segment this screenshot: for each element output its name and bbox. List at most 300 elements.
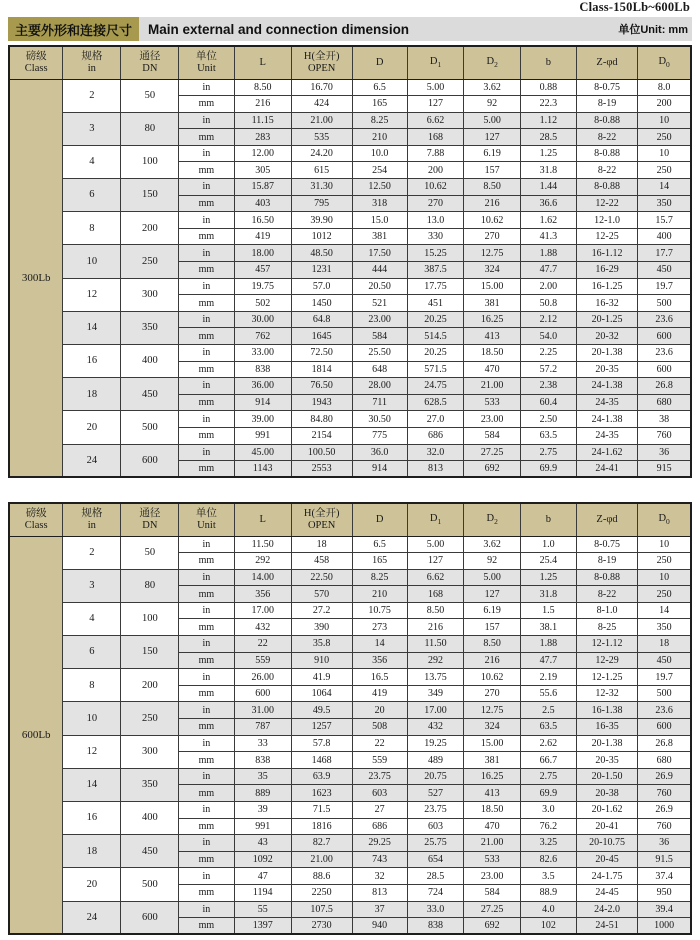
value-cell: 24-1.75 <box>576 868 637 885</box>
column-header: D <box>352 503 407 536</box>
unit-cell: in <box>179 311 234 328</box>
table-row <box>9 345 691 362</box>
value-cell: 910 <box>291 652 352 669</box>
value-cell: 26.8 <box>638 378 691 395</box>
value-cell: 8.25 <box>352 569 407 586</box>
unit-cell: mm <box>179 427 234 444</box>
value-cell: 63.5 <box>520 427 576 444</box>
value-cell: 60.4 <box>520 394 576 411</box>
value-cell: 31.8 <box>520 586 576 603</box>
value-cell: 273 <box>352 619 407 636</box>
value-cell: 2.75 <box>520 444 576 461</box>
value-cell: 603 <box>407 818 464 835</box>
value-cell: 19.25 <box>407 735 464 752</box>
value-cell: 91.5 <box>638 851 691 868</box>
value-cell: 1194 <box>234 884 291 901</box>
value-cell: 16.50 <box>234 212 291 229</box>
value-cell: 1.12 <box>520 112 576 129</box>
value-cell: 27.25 <box>464 444 521 461</box>
size-cell: 18 <box>63 378 121 411</box>
value-cell: 15.00 <box>464 735 521 752</box>
value-cell: 1.5 <box>520 602 576 619</box>
size-cell: 2 <box>63 79 121 112</box>
value-cell: 11.50 <box>407 636 464 653</box>
value-cell: 914 <box>234 394 291 411</box>
table-row <box>9 669 691 686</box>
unit-cell: in <box>179 802 234 819</box>
value-cell: 23.6 <box>638 702 691 719</box>
unit-cell: in <box>179 835 234 852</box>
value-cell: 11.50 <box>234 536 291 553</box>
value-cell: 13.75 <box>407 669 464 686</box>
value-cell: 5.00 <box>407 79 464 96</box>
value-cell: 165 <box>352 553 407 570</box>
value-cell: 12-25 <box>576 228 637 245</box>
value-cell: 270 <box>464 685 521 702</box>
value-cell: 889 <box>234 785 291 802</box>
value-cell: 1.0 <box>520 536 576 553</box>
dn-cell: 200 <box>121 212 179 245</box>
size-cell: 8 <box>63 669 121 702</box>
value-cell: 12-1.12 <box>576 636 637 653</box>
header-row <box>9 503 691 536</box>
unit-cell: in <box>179 79 234 96</box>
value-cell: 216 <box>464 195 521 212</box>
value-cell: 270 <box>407 195 464 212</box>
value-cell: 33.0 <box>407 901 464 918</box>
value-cell: 6.62 <box>407 569 464 586</box>
value-cell: 838 <box>234 752 291 769</box>
value-cell: 107.5 <box>291 901 352 918</box>
table-row <box>9 79 691 96</box>
value-cell: 76.50 <box>291 378 352 395</box>
value-cell: 6.62 <box>407 112 464 129</box>
value-cell: 283 <box>234 129 291 146</box>
value-cell: 27.2 <box>291 602 352 619</box>
column-header: $D_0$ <box>638 503 691 536</box>
value-cell: 18.50 <box>464 345 521 362</box>
value-cell: 168 <box>407 586 464 603</box>
value-cell: 813 <box>407 461 464 478</box>
value-cell: 584 <box>352 328 407 345</box>
value-cell: 24-2.0 <box>576 901 637 918</box>
value-cell: 654 <box>407 851 464 868</box>
value-cell: 2.19 <box>520 669 576 686</box>
value-cell: 390 <box>291 619 352 636</box>
value-cell: 29.25 <box>352 835 407 852</box>
table-row <box>9 411 691 428</box>
column-header: 单位 Unit <box>179 503 234 536</box>
column-header: L <box>234 503 291 536</box>
value-cell: 92 <box>464 96 521 113</box>
unit-cell: in <box>179 345 234 362</box>
dimension-table <box>8 502 692 935</box>
value-cell: 2.5 <box>520 702 576 719</box>
value-cell: 2.75 <box>520 768 576 785</box>
value-cell: 200 <box>407 162 464 179</box>
table-row <box>9 802 691 819</box>
value-cell: 33.00 <box>234 345 291 362</box>
value-cell: 559 <box>352 752 407 769</box>
value-cell: 28.5 <box>520 129 576 146</box>
value-cell: 28.00 <box>352 378 407 395</box>
value-cell: 16.25 <box>464 768 521 785</box>
value-cell: 8.50 <box>407 602 464 619</box>
unit-cell: mm <box>179 818 234 835</box>
value-cell: 5.00 <box>464 112 521 129</box>
value-cell: 10.62 <box>464 212 521 229</box>
value-cell: 24-41 <box>576 461 637 478</box>
value-cell: 1257 <box>291 719 352 736</box>
value-cell: 88.6 <box>291 868 352 885</box>
value-cell: 8-19 <box>576 553 637 570</box>
value-cell: 55.6 <box>520 685 576 702</box>
value-cell: 500 <box>638 295 691 312</box>
unit-cell: mm <box>179 752 234 769</box>
value-cell: 8-22 <box>576 129 637 146</box>
table-row <box>9 112 691 129</box>
dn-cell: 500 <box>121 411 179 444</box>
column-header: b <box>520 46 576 79</box>
value-cell: 11.15 <box>234 112 291 129</box>
value-cell: 30.00 <box>234 311 291 328</box>
unit-cell: in <box>179 536 234 553</box>
value-cell: 451 <box>407 295 464 312</box>
class-range-label: Class-150Lb~600Lb <box>579 0 690 14</box>
value-cell: 1012 <box>291 228 352 245</box>
unit-cell: in <box>179 569 234 586</box>
value-cell: 15.87 <box>234 179 291 196</box>
value-cell: 30.50 <box>352 411 407 428</box>
table-row <box>9 245 691 262</box>
value-cell: 292 <box>407 652 464 669</box>
value-cell: 35.8 <box>291 636 352 653</box>
value-cell: 16-1.38 <box>576 702 637 719</box>
value-cell: 12.00 <box>234 145 291 162</box>
value-cell: 24-45 <box>576 884 637 901</box>
value-cell: 39 <box>234 802 291 819</box>
value-cell: 8-25 <box>576 619 637 636</box>
unit-cell: mm <box>179 619 234 636</box>
value-cell: 2154 <box>291 427 352 444</box>
value-cell: 20-41 <box>576 818 637 835</box>
value-cell: 12.50 <box>352 179 407 196</box>
unit-cell: mm <box>179 262 234 279</box>
value-cell: 28.5 <box>407 868 464 885</box>
value-cell: 12-29 <box>576 652 637 669</box>
value-cell: 21.00 <box>291 112 352 129</box>
dn-cell: 350 <box>121 311 179 344</box>
value-cell: 600 <box>234 685 291 702</box>
column-header: H(全开) OPEN <box>291 46 352 79</box>
value-cell: 21.00 <box>291 851 352 868</box>
value-cell: 2730 <box>291 918 352 935</box>
column-header: $D_2$ <box>464 503 521 536</box>
value-cell: 419 <box>234 228 291 245</box>
value-cell: 8-0.88 <box>576 569 637 586</box>
value-cell: 16-29 <box>576 262 637 279</box>
value-cell: 7.88 <box>407 145 464 162</box>
value-cell: 991 <box>234 427 291 444</box>
table-row <box>9 145 691 162</box>
size-cell: 18 <box>63 835 121 868</box>
value-cell: 1.25 <box>520 145 576 162</box>
value-cell: 23.75 <box>352 768 407 785</box>
value-cell: 305 <box>234 162 291 179</box>
column-header: 磅级 Class <box>9 503 63 536</box>
dn-cell: 150 <box>121 179 179 212</box>
value-cell: 23.00 <box>464 411 521 428</box>
size-cell: 12 <box>63 735 121 768</box>
value-cell: 571.5 <box>407 361 464 378</box>
value-cell: 19.7 <box>638 278 691 295</box>
value-cell: 692 <box>464 918 521 935</box>
value-cell: 38.1 <box>520 619 576 636</box>
table-row <box>9 569 691 586</box>
value-cell: 36.00 <box>234 378 291 395</box>
value-cell: 2.62 <box>520 735 576 752</box>
size-cell: 16 <box>63 802 121 835</box>
header-row <box>9 46 691 79</box>
value-cell: 82.7 <box>291 835 352 852</box>
value-cell: 24-1.62 <box>576 444 637 461</box>
value-cell: 1143 <box>234 461 291 478</box>
value-cell: 20 <box>352 702 407 719</box>
value-cell: 250 <box>638 586 691 603</box>
value-cell: 25.50 <box>352 345 407 362</box>
value-cell: 432 <box>407 719 464 736</box>
value-cell: 292 <box>234 553 291 570</box>
value-cell: 20-1.38 <box>576 345 637 362</box>
value-cell: 92 <box>464 553 521 570</box>
value-cell: 17.50 <box>352 245 407 262</box>
value-cell: 39.4 <box>638 901 691 918</box>
unit-cell: mm <box>179 586 234 603</box>
title-bar <box>8 17 692 41</box>
unit-cell: in <box>179 278 234 295</box>
value-cell: 2.38 <box>520 378 576 395</box>
value-cell: 21.00 <box>464 378 521 395</box>
unit-cell: in <box>179 378 234 395</box>
dimension-table-600lb <box>8 502 692 935</box>
value-cell: 45.00 <box>234 444 291 461</box>
value-cell: 37.4 <box>638 868 691 885</box>
value-cell: 55 <box>234 901 291 918</box>
size-cell: 4 <box>63 145 121 178</box>
value-cell: 24-35 <box>576 427 637 444</box>
value-cell: 14 <box>638 602 691 619</box>
value-cell: 38 <box>638 411 691 428</box>
value-cell: 63.5 <box>520 719 576 736</box>
value-cell: 39.00 <box>234 411 291 428</box>
value-cell: 2.50 <box>520 411 576 428</box>
value-cell: 20-38 <box>576 785 637 802</box>
value-cell: 600 <box>638 719 691 736</box>
value-cell: 413 <box>464 328 521 345</box>
page-title: Main external and connection dimension <box>148 21 410 37</box>
value-cell: 10 <box>638 569 691 586</box>
unit-cell: in <box>179 602 234 619</box>
value-cell: 10.75 <box>352 602 407 619</box>
value-cell: 69.9 <box>520 461 576 478</box>
value-cell: 318 <box>352 195 407 212</box>
value-cell: 950 <box>638 884 691 901</box>
table-row <box>9 835 691 852</box>
unit-cell: in <box>179 411 234 428</box>
value-cell: 432 <box>234 619 291 636</box>
column-header: $D_1$ <box>407 503 464 536</box>
value-cell: 724 <box>407 884 464 901</box>
value-cell: 813 <box>352 884 407 901</box>
class-rating-cell: 600Lb <box>9 536 63 934</box>
size-cell: 4 <box>63 602 121 635</box>
unit-cell: mm <box>179 553 234 570</box>
value-cell: 15.7 <box>638 212 691 229</box>
value-cell: 6.5 <box>352 79 407 96</box>
value-cell: 20-1.25 <box>576 311 637 328</box>
value-cell: 527 <box>407 785 464 802</box>
value-cell: 24.20 <box>291 145 352 162</box>
value-cell: 8-0.75 <box>576 79 637 96</box>
value-cell: 1.44 <box>520 179 576 196</box>
unit-cell: mm <box>179 129 234 146</box>
value-cell: 413 <box>464 785 521 802</box>
value-cell: 500 <box>638 685 691 702</box>
value-cell: 18.00 <box>234 245 291 262</box>
value-cell: 1468 <box>291 752 352 769</box>
size-cell: 16 <box>63 345 121 378</box>
class-rating-cell: 300Lb <box>9 79 63 477</box>
value-cell: 680 <box>638 394 691 411</box>
value-cell: 381 <box>352 228 407 245</box>
table-row <box>9 536 691 553</box>
unit-cell: in <box>179 702 234 719</box>
value-cell: 82.6 <box>520 851 576 868</box>
value-cell: 8-22 <box>576 162 637 179</box>
value-cell: 23.00 <box>352 311 407 328</box>
value-cell: 16-1.25 <box>576 278 637 295</box>
value-cell: 26.8 <box>638 735 691 752</box>
value-cell: 250 <box>638 129 691 146</box>
unit-cell: in <box>179 112 234 129</box>
value-cell: 1814 <box>291 361 352 378</box>
value-cell: 25.75 <box>407 835 464 852</box>
table-row <box>9 179 691 196</box>
value-cell: 400 <box>638 228 691 245</box>
column-header: b <box>520 503 576 536</box>
value-cell: 36.6 <box>520 195 576 212</box>
value-cell: 514.5 <box>407 328 464 345</box>
value-cell: 27 <box>352 802 407 819</box>
value-cell: 14 <box>352 636 407 653</box>
value-cell: 20-1.62 <box>576 802 637 819</box>
value-cell: 76.2 <box>520 818 576 835</box>
size-cell: 6 <box>63 636 121 669</box>
value-cell: 324 <box>464 262 521 279</box>
value-cell: 1943 <box>291 394 352 411</box>
value-cell: 914 <box>352 461 407 478</box>
value-cell: 37 <box>352 901 407 918</box>
size-cell: 10 <box>63 245 121 278</box>
unit-cell: mm <box>179 884 234 901</box>
value-cell: 1231 <box>291 262 352 279</box>
value-cell: 254 <box>352 162 407 179</box>
value-cell: 35 <box>234 768 291 785</box>
value-cell: 20-10.75 <box>576 835 637 852</box>
value-cell: 10.0 <box>352 145 407 162</box>
value-cell: 57.2 <box>520 361 576 378</box>
table-row <box>9 444 691 461</box>
value-cell: 570 <box>291 586 352 603</box>
value-cell: 559 <box>234 652 291 669</box>
value-cell: 41.3 <box>520 228 576 245</box>
value-cell: 521 <box>352 295 407 312</box>
value-cell: 210 <box>352 586 407 603</box>
unit-cell: mm <box>179 918 234 935</box>
value-cell: 457 <box>234 262 291 279</box>
value-cell: 24-51 <box>576 918 637 935</box>
value-cell: 18 <box>638 636 691 653</box>
dn-cell: 200 <box>121 669 179 702</box>
value-cell: 8-19 <box>576 96 637 113</box>
value-cell: 680 <box>638 752 691 769</box>
value-cell: 686 <box>352 818 407 835</box>
column-header: $D_2$ <box>464 46 521 79</box>
dn-cell: 300 <box>121 278 179 311</box>
value-cell: 157 <box>464 619 521 636</box>
value-cell: 22 <box>234 636 291 653</box>
value-cell: 36 <box>638 835 691 852</box>
value-cell: 450 <box>638 652 691 669</box>
value-cell: 1000 <box>638 918 691 935</box>
value-cell: 711 <box>352 394 407 411</box>
value-cell: 584 <box>464 427 521 444</box>
value-cell: 43 <box>234 835 291 852</box>
value-cell: 127 <box>464 586 521 603</box>
value-cell: 5.00 <box>407 536 464 553</box>
value-cell: 32.0 <box>407 444 464 461</box>
size-cell: 8 <box>63 212 121 245</box>
unit-cell: mm <box>179 361 234 378</box>
size-cell: 20 <box>63 868 121 901</box>
unit-cell: mm <box>179 162 234 179</box>
value-cell: 8-0.88 <box>576 145 637 162</box>
value-cell: 0.88 <box>520 79 576 96</box>
unit-cell: mm <box>179 652 234 669</box>
value-cell: 15.0 <box>352 212 407 229</box>
dn-cell: 400 <box>121 345 179 378</box>
value-cell: 216 <box>407 619 464 636</box>
value-cell: 47.7 <box>520 262 576 279</box>
column-header: L <box>234 46 291 79</box>
value-cell: 32 <box>352 868 407 885</box>
table-row <box>9 868 691 885</box>
value-cell: 270 <box>464 228 521 245</box>
value-cell: 20.25 <box>407 345 464 362</box>
value-cell: 20-1.38 <box>576 735 637 752</box>
dn-cell: 100 <box>121 602 179 635</box>
value-cell: 200 <box>638 96 691 113</box>
value-cell: 8-0.75 <box>576 536 637 553</box>
value-cell: 12.75 <box>464 245 521 262</box>
value-cell: 165 <box>352 96 407 113</box>
unit-cell: in <box>179 636 234 653</box>
value-cell: 216 <box>234 96 291 113</box>
table-row <box>9 901 691 918</box>
value-cell: 403 <box>234 195 291 212</box>
value-cell: 349 <box>407 685 464 702</box>
value-cell: 48.50 <box>291 245 352 262</box>
